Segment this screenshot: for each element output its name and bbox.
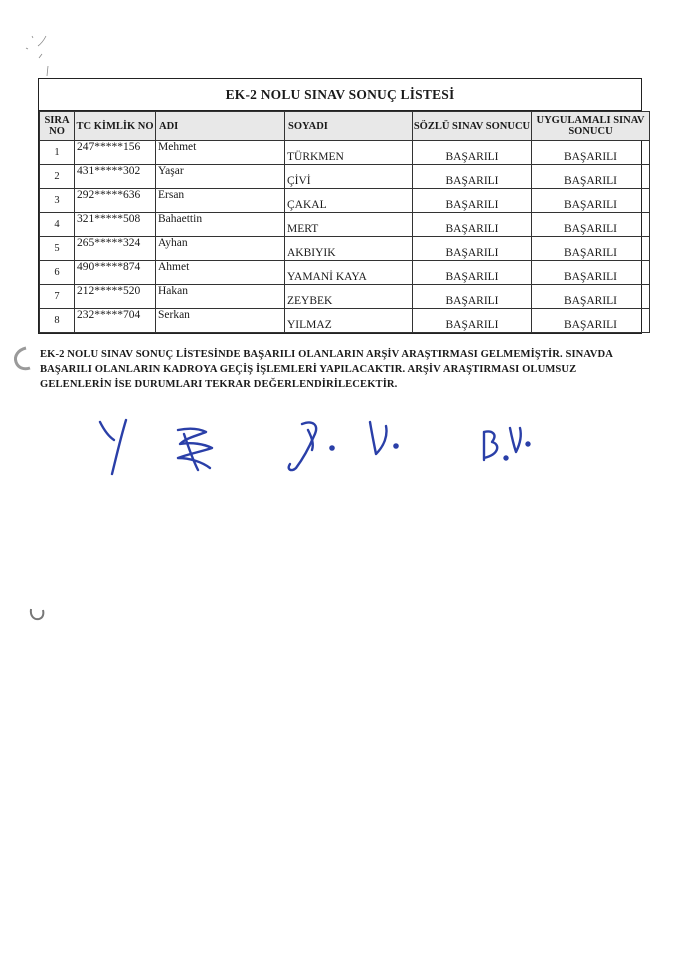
row-oral-result: BAŞARILI — [413, 237, 532, 261]
row-oral-result: BAŞARILI — [413, 189, 532, 213]
row-no: 8 — [40, 309, 75, 333]
note-line: GELENLERİN İSE DURUMLARI TEKRAR DEĞERLENDİRİLECEKTİR. — [40, 379, 398, 390]
row-applied-result: BAŞARILI — [532, 237, 650, 261]
row-oral-result: BAŞARILI — [413, 285, 532, 309]
row-no: 1 — [40, 141, 75, 165]
row-applied-result: BAŞARILI — [532, 285, 650, 309]
col-header-tc: TC KİMLİK NO — [75, 112, 156, 141]
row-tc: 247*****156 — [75, 141, 156, 165]
row-name: Mehmet — [156, 141, 285, 165]
row-name: Yaşar — [156, 165, 285, 189]
note-line: BAŞARILI OLANLARIN KADROYA GEÇİŞ İŞLEMLERİ YAPILACAKTIR. ARŞİV ARAŞTIRMASI OLUMSUZ — [40, 364, 577, 375]
row-name: Ahmet — [156, 261, 285, 285]
col-header-name: ADI — [156, 112, 285, 141]
row-applied-result: BAŞARILI — [532, 261, 650, 285]
row-name: Ayhan — [156, 237, 285, 261]
row-surname: ÇAKAL — [285, 189, 413, 213]
table-row — [40, 285, 650, 309]
archive-note — [40, 347, 640, 392]
row-surname: ÇİVİ — [285, 165, 413, 189]
row-tc: 490*****874 — [75, 261, 156, 285]
results-grid — [39, 111, 650, 333]
row-oral-result: BAŞARILI — [413, 309, 532, 333]
corner-pencil-marks — [18, 28, 58, 78]
row-surname: ZEYBEK — [285, 285, 413, 309]
row-tc: 292*****636 — [75, 189, 156, 213]
row-tc: 232*****704 — [75, 309, 156, 333]
table-row — [40, 213, 650, 237]
exam-result-table — [38, 78, 645, 334]
table-row — [40, 141, 650, 165]
row-surname: YAMANİ KAYA — [285, 261, 413, 285]
col-header-surname: SOYADI — [285, 112, 413, 141]
row-tc: 321*****508 — [75, 213, 156, 237]
row-applied-result: BAŞARILI — [532, 165, 650, 189]
table-header-row — [40, 112, 650, 141]
row-applied-result: BAŞARILI — [532, 141, 650, 165]
row-oral-result: BAŞARILI — [413, 261, 532, 285]
row-no: 4 — [40, 213, 75, 237]
row-tc: 212*****520 — [75, 285, 156, 309]
row-no: 3 — [40, 189, 75, 213]
row-name: Bahaettin — [156, 213, 285, 237]
table-row — [40, 237, 650, 261]
note-line: EK-2 NOLU SINAV SONUÇ LİSTESİNDE BAŞARILI OLANLARIN ARŞİV ARAŞTIRMASI GELMEMİŞTİR. SINAVDA — [40, 349, 614, 360]
punch-hole-icon — [28, 604, 46, 622]
col-header-oral-result: SÖZLÜ SINAV SONUCU — [413, 112, 532, 141]
row-name: Ersan — [156, 189, 285, 213]
row-surname: AKBIYIK — [285, 237, 413, 261]
table-row — [40, 261, 650, 285]
row-no: 2 — [40, 165, 75, 189]
table-row — [40, 165, 650, 189]
row-no: 6 — [40, 261, 75, 285]
table-row — [40, 309, 650, 333]
row-no: 5 — [40, 237, 75, 261]
row-no: 7 — [40, 285, 75, 309]
row-oral-result: BAŞARILI — [413, 141, 532, 165]
row-name: Serkan — [156, 309, 285, 333]
row-applied-result: BAŞARILI — [532, 213, 650, 237]
row-surname: TÜRKMEN — [285, 141, 413, 165]
row-tc: 265*****324 — [75, 237, 156, 261]
row-tc: 431*****302 — [75, 165, 156, 189]
col-header-no: SIRA NO — [40, 112, 75, 141]
row-applied-result: BAŞARILI — [532, 189, 650, 213]
table-title: EK-2 NOLU SINAV SONUÇ LİSTESİ — [39, 79, 641, 111]
row-name: Hakan — [156, 285, 285, 309]
row-surname: MERT — [285, 213, 413, 237]
row-oral-result: BAŞARILI — [413, 165, 532, 189]
table-row — [40, 189, 650, 213]
row-surname: YILMAZ — [285, 309, 413, 333]
scan-blot-mark — [10, 346, 32, 372]
row-applied-result: BAŞARILI — [532, 309, 650, 333]
handwritten-signature-icon — [80, 410, 560, 490]
row-oral-result: BAŞARILI — [413, 213, 532, 237]
col-header-applied-result: UYGULAMALI SINAV SONUCU — [532, 112, 650, 141]
